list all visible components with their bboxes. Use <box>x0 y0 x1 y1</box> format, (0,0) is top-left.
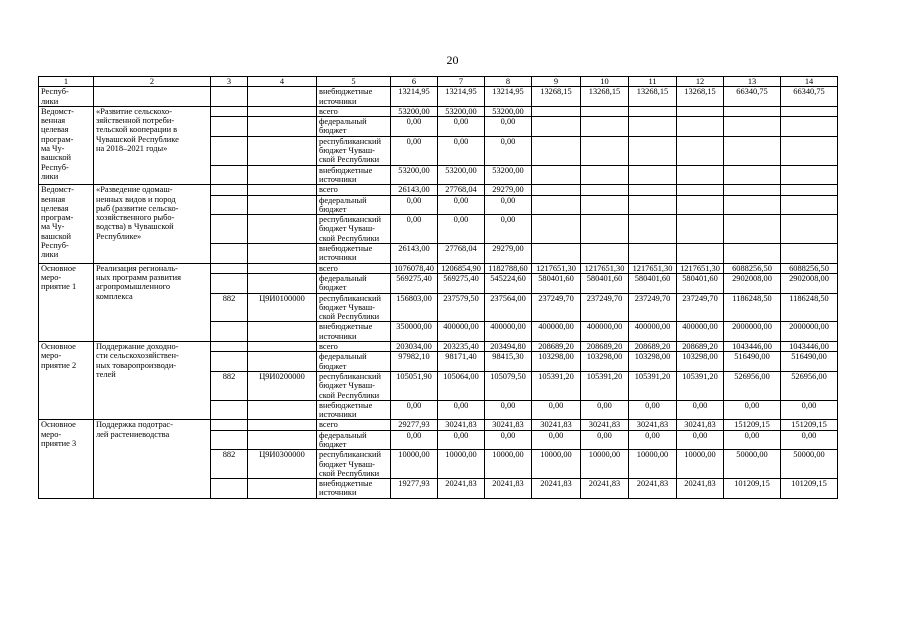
amount-cell: 400000,00 <box>581 322 629 342</box>
amount-cell: 203034,00 <box>391 342 438 352</box>
header-cell: 7 <box>438 77 485 87</box>
target-code-cell: Ц9И0200000 <box>248 371 317 400</box>
amount-cell <box>677 215 724 244</box>
amount-cell: 0,00 <box>391 195 438 215</box>
amount-cell: 13214,95 <box>438 87 485 107</box>
amount-cell: 27768,04 <box>438 185 485 195</box>
target-code-cell <box>248 342 317 352</box>
amount-cell <box>581 106 629 116</box>
amount-cell: 30241,83 <box>485 420 532 430</box>
header-cell: 11 <box>629 77 677 87</box>
grbs-code-cell <box>211 87 248 107</box>
amount-cell: 1217651,30 <box>629 263 677 273</box>
amount-cell: 29277,93 <box>391 420 438 430</box>
amount-cell: 20241,83 <box>485 479 532 499</box>
funding-source-cell: всего <box>317 342 391 352</box>
amount-cell <box>629 195 677 215</box>
amount-cell: 203494,80 <box>485 342 532 352</box>
funding-source-cell: федеральный бюджет <box>317 117 391 137</box>
amount-cell: 27768,04 <box>438 244 485 264</box>
amount-cell: 2000000,00 <box>781 322 838 342</box>
grbs-code-cell <box>211 273 248 293</box>
amount-cell <box>724 195 781 215</box>
header-cell: 2 <box>94 77 211 87</box>
amount-cell: 208689,20 <box>581 342 629 352</box>
amount-cell: 10000,00 <box>438 450 485 479</box>
amount-cell: 0,00 <box>781 430 838 450</box>
amount-cell: 0,00 <box>485 400 532 420</box>
amount-cell: 103298,00 <box>677 352 724 372</box>
amount-cell: 1182788,60 <box>485 263 532 273</box>
target-code-cell <box>248 263 317 273</box>
amount-cell: 30241,83 <box>532 420 581 430</box>
target-code-cell: Ц9И0300000 <box>248 450 317 479</box>
amount-cell: 0,00 <box>532 400 581 420</box>
amount-cell: 350000,00 <box>391 322 438 342</box>
amount-cell: 580401,60 <box>677 273 724 293</box>
amount-cell: 20241,83 <box>581 479 629 499</box>
amount-cell: 105064,00 <box>438 371 485 400</box>
amount-cell <box>781 106 838 116</box>
program-title-cell: Поддержка подотрас- лей растениеводства <box>94 420 211 498</box>
funding-source-cell: республиканский бюджет Чуваш- ской Республики <box>317 371 391 400</box>
amount-cell: 10000,00 <box>532 450 581 479</box>
amount-cell: 1217651,30 <box>677 263 724 273</box>
amount-cell: 1217651,30 <box>532 263 581 273</box>
amount-cell <box>724 165 781 185</box>
amount-cell: 237249,70 <box>581 293 629 322</box>
amount-cell <box>677 195 724 215</box>
amount-cell: 10000,00 <box>677 450 724 479</box>
amount-cell <box>629 185 677 195</box>
table-row <box>39 185 838 195</box>
amount-cell: 526956,00 <box>724 371 781 400</box>
table-row <box>39 342 838 352</box>
amount-cell: 103298,00 <box>532 352 581 372</box>
amount-cell: 26143,00 <box>391 244 438 264</box>
target-code-cell <box>248 244 317 264</box>
grbs-code-cell <box>211 420 248 430</box>
amount-cell: 569275,40 <box>438 273 485 293</box>
amount-cell: 53200,00 <box>391 165 438 185</box>
amount-cell: 0,00 <box>724 400 781 420</box>
header-cell: 1 <box>39 77 94 87</box>
table-row <box>39 420 838 430</box>
program-name-cell: Основное меро- приятие 3 <box>39 420 94 498</box>
amount-cell: 101209,15 <box>724 479 781 499</box>
table-row <box>39 106 838 116</box>
grbs-code-cell <box>211 195 248 215</box>
grbs-code-cell <box>211 117 248 137</box>
header-cell: 14 <box>781 77 838 87</box>
target-code-cell <box>248 479 317 499</box>
target-code-cell <box>248 165 317 185</box>
amount-cell: 98171,40 <box>438 352 485 372</box>
amount-cell: 30241,83 <box>677 420 724 430</box>
header-cell: 12 <box>677 77 724 87</box>
amount-cell: 29279,00 <box>485 185 532 195</box>
amount-cell <box>581 136 629 165</box>
amount-cell: 208689,20 <box>677 342 724 352</box>
amount-cell: 580401,60 <box>629 273 677 293</box>
amount-cell <box>629 215 677 244</box>
amount-cell: 2902008,00 <box>781 273 838 293</box>
target-code-cell <box>248 106 317 116</box>
amount-cell: 0,00 <box>391 215 438 244</box>
amount-cell: 0,00 <box>438 215 485 244</box>
amount-cell <box>677 244 724 264</box>
amount-cell <box>581 215 629 244</box>
amount-cell: 0,00 <box>629 430 677 450</box>
amount-cell: 13268,15 <box>677 87 724 107</box>
funding-source-cell: внебюджетные источники <box>317 479 391 499</box>
grbs-code-cell: 882 <box>211 293 248 322</box>
amount-cell: 103298,00 <box>629 352 677 372</box>
grbs-code-cell <box>211 342 248 352</box>
amount-cell: 0,00 <box>391 136 438 165</box>
funding-source-cell: всего <box>317 420 391 430</box>
amount-cell: 98415,30 <box>485 352 532 372</box>
amount-cell: 1186248,50 <box>724 293 781 322</box>
amount-cell: 13268,15 <box>532 87 581 107</box>
header-cell: 6 <box>391 77 438 87</box>
header-cell: 8 <box>485 77 532 87</box>
amount-cell: 30241,83 <box>581 420 629 430</box>
funding-source-cell: федеральный бюджет <box>317 430 391 450</box>
amount-cell <box>677 117 724 137</box>
amount-cell <box>581 195 629 215</box>
amount-cell: 2902008,00 <box>724 273 781 293</box>
budget-table <box>38 76 838 499</box>
amount-cell: 13268,15 <box>629 87 677 107</box>
amount-cell: 30241,83 <box>438 420 485 430</box>
amount-cell <box>629 117 677 137</box>
grbs-code-cell <box>211 322 248 342</box>
funding-source-cell: всего <box>317 106 391 116</box>
target-code-cell <box>248 420 317 430</box>
program-title-cell <box>94 87 211 107</box>
funding-source-cell: республиканский бюджет Чуваш- ской Республики <box>317 450 391 479</box>
amount-cell: 105391,20 <box>581 371 629 400</box>
grbs-code-cell <box>211 400 248 420</box>
funding-source-cell: внебюджетные источники <box>317 87 391 107</box>
amount-cell <box>532 185 581 195</box>
funding-source-cell: федеральный бюджет <box>317 195 391 215</box>
target-code-cell <box>248 400 317 420</box>
amount-cell: 0,00 <box>438 117 485 137</box>
amount-cell: 6088256,50 <box>724 263 781 273</box>
amount-cell <box>724 117 781 137</box>
amount-cell <box>724 244 781 264</box>
amount-cell: 105391,20 <box>677 371 724 400</box>
amount-cell <box>532 165 581 185</box>
amount-cell <box>781 165 838 185</box>
funding-source-cell: федеральный бюджет <box>317 273 391 293</box>
amount-cell: 400000,00 <box>438 322 485 342</box>
target-code-cell <box>248 136 317 165</box>
funding-source-cell: республиканский бюджет Чуваш- ской Республики <box>317 136 391 165</box>
amount-cell <box>629 165 677 185</box>
amount-cell: 0,00 <box>438 400 485 420</box>
target-code-cell <box>248 273 317 293</box>
grbs-code-cell <box>211 263 248 273</box>
amount-cell: 6088256,50 <box>781 263 838 273</box>
amount-cell: 53200,00 <box>485 106 532 116</box>
amount-cell: 208689,20 <box>532 342 581 352</box>
amount-cell: 20241,83 <box>677 479 724 499</box>
funding-source-cell: внебюджетные источники <box>317 322 391 342</box>
header-cell: 9 <box>532 77 581 87</box>
target-code-cell <box>248 87 317 107</box>
amount-cell: 0,00 <box>485 430 532 450</box>
amount-cell <box>629 106 677 116</box>
amount-cell: 2000000,00 <box>724 322 781 342</box>
amount-cell: 237564,00 <box>485 293 532 322</box>
amount-cell: 1043446,00 <box>781 342 838 352</box>
amount-cell: 0,00 <box>438 195 485 215</box>
amount-cell: 0,00 <box>438 430 485 450</box>
amount-cell: 569275,40 <box>391 273 438 293</box>
amount-cell: 20241,83 <box>629 479 677 499</box>
amount-cell <box>781 215 838 244</box>
funding-source-cell: внебюджетные источники <box>317 165 391 185</box>
amount-cell: 103298,00 <box>581 352 629 372</box>
amount-cell: 30241,83 <box>629 420 677 430</box>
amount-cell: 0,00 <box>485 136 532 165</box>
amount-cell: 400000,00 <box>532 322 581 342</box>
grbs-code-cell <box>211 352 248 372</box>
amount-cell: 0,00 <box>391 430 438 450</box>
amount-cell: 0,00 <box>581 400 629 420</box>
amount-cell <box>532 106 581 116</box>
funding-source-cell: внебюджетные источники <box>317 244 391 264</box>
program-title-cell: «Развитие сельскохо- зяйственной потреби- тельской кооперации в Чувашской Республике на 2018–2021 годы» <box>94 106 211 184</box>
amount-cell: 50000,00 <box>724 450 781 479</box>
program-title-cell: «Разведение одомаш- ненных видов и пород рыб (развитие сельско- хозяйственного рыбо- водства) в Чувашской Республике» <box>94 185 211 263</box>
amount-cell: 53200,00 <box>485 165 532 185</box>
amount-cell <box>724 185 781 195</box>
grbs-code-cell <box>211 430 248 450</box>
header-cell: 10 <box>581 77 629 87</box>
amount-cell: 0,00 <box>485 215 532 244</box>
amount-cell: 156803,00 <box>391 293 438 322</box>
target-code-cell <box>248 322 317 342</box>
amount-cell: 20241,83 <box>438 479 485 499</box>
header-cell: 3 <box>211 77 248 87</box>
grbs-code-cell <box>211 185 248 195</box>
target-code-cell: Ц9И0100000 <box>248 293 317 322</box>
amount-cell: 29279,00 <box>485 244 532 264</box>
grbs-code-cell <box>211 479 248 499</box>
amount-cell <box>532 244 581 264</box>
amount-cell: 237579,50 <box>438 293 485 322</box>
funding-source-cell: республиканский бюджет Чуваш- ской Республики <box>317 293 391 322</box>
program-title-cell: Поддержание доходно- сти сельскохозяйствен- ных товаропроизводи- телей <box>94 342 211 420</box>
amount-cell <box>532 136 581 165</box>
amount-cell: 1186248,50 <box>781 293 838 322</box>
amount-cell: 237249,70 <box>677 293 724 322</box>
amount-cell: 97982,10 <box>391 352 438 372</box>
funding-source-cell: всего <box>317 263 391 273</box>
amount-cell: 1076078,40 <box>391 263 438 273</box>
amount-cell <box>781 185 838 195</box>
table-row <box>39 263 838 273</box>
grbs-code-cell <box>211 165 248 185</box>
amount-cell: 516490,00 <box>724 352 781 372</box>
amount-cell <box>677 136 724 165</box>
grbs-code-cell: 882 <box>211 371 248 400</box>
target-code-cell <box>248 430 317 450</box>
amount-cell <box>781 117 838 137</box>
amount-cell: 20241,83 <box>532 479 581 499</box>
amount-cell: 0,00 <box>532 430 581 450</box>
target-code-cell <box>248 117 317 137</box>
amount-cell: 580401,60 <box>532 273 581 293</box>
header-cell: 5 <box>317 77 391 87</box>
amount-cell: 26143,00 <box>391 185 438 195</box>
amount-cell <box>781 244 838 264</box>
page-number: 20 <box>446 53 459 67</box>
amount-cell <box>581 117 629 137</box>
program-name-cell: Ведомст- венная целевая програм- ма Чу- вашской Респуб- лики <box>39 106 94 184</box>
grbs-code-cell: 882 <box>211 450 248 479</box>
funding-source-cell: федеральный бюджет <box>317 352 391 372</box>
amount-cell: 13268,15 <box>581 87 629 107</box>
amount-cell: 19277,93 <box>391 479 438 499</box>
amount-cell: 13214,95 <box>485 87 532 107</box>
amount-cell: 0,00 <box>391 400 438 420</box>
target-code-cell <box>248 185 317 195</box>
target-code-cell <box>248 352 317 372</box>
amount-cell: 400000,00 <box>629 322 677 342</box>
amount-cell: 105391,20 <box>532 371 581 400</box>
amount-cell: 0,00 <box>724 430 781 450</box>
amount-cell: 0,00 <box>781 400 838 420</box>
amount-cell <box>724 215 781 244</box>
funding-source-cell: всего <box>317 185 391 195</box>
amount-cell: 1206854,90 <box>438 263 485 273</box>
amount-cell: 208689,20 <box>629 342 677 352</box>
amount-cell <box>724 136 781 165</box>
target-code-cell <box>248 195 317 215</box>
grbs-code-cell <box>211 215 248 244</box>
amount-cell: 0,00 <box>677 400 724 420</box>
amount-cell: 400000,00 <box>677 322 724 342</box>
amount-cell: 151209,15 <box>724 420 781 430</box>
amount-cell: 10000,00 <box>485 450 532 479</box>
amount-cell <box>781 195 838 215</box>
amount-cell: 10000,00 <box>391 450 438 479</box>
amount-cell: 105051,90 <box>391 371 438 400</box>
program-name-cell: Основное меро- приятие 2 <box>39 342 94 420</box>
amount-cell: 50000,00 <box>781 450 838 479</box>
grbs-code-cell <box>211 106 248 116</box>
amount-cell <box>629 136 677 165</box>
amount-cell: 10000,00 <box>581 450 629 479</box>
amount-cell: 0,00 <box>391 117 438 137</box>
target-code-cell <box>248 215 317 244</box>
amount-cell: 10000,00 <box>629 450 677 479</box>
amount-cell: 53200,00 <box>391 106 438 116</box>
amount-cell: 105391,20 <box>629 371 677 400</box>
table-row <box>39 87 838 107</box>
amount-cell: 66340,75 <box>724 87 781 107</box>
amount-cell: 66340,75 <box>781 87 838 107</box>
amount-cell: 400000,00 <box>485 322 532 342</box>
amount-cell: 1217651,30 <box>581 263 629 273</box>
amount-cell: 0,00 <box>485 117 532 137</box>
header-cell: 4 <box>248 77 317 87</box>
grbs-code-cell <box>211 136 248 165</box>
program-name-cell: Респуб- лики <box>39 87 94 107</box>
amount-cell: 580401,60 <box>581 273 629 293</box>
amount-cell: 151209,15 <box>781 420 838 430</box>
header-cell: 13 <box>724 77 781 87</box>
amount-cell: 1043446,00 <box>724 342 781 352</box>
amount-cell: 53200,00 <box>438 165 485 185</box>
amount-cell <box>629 244 677 264</box>
amount-cell: 13214,95 <box>391 87 438 107</box>
header-row <box>39 77 838 87</box>
amount-cell: 0,00 <box>438 136 485 165</box>
amount-cell: 53200,00 <box>438 106 485 116</box>
amount-cell <box>532 195 581 215</box>
amount-cell: 526956,00 <box>781 371 838 400</box>
amount-cell: 237249,70 <box>532 293 581 322</box>
funding-source-cell: внебюджетные источники <box>317 400 391 420</box>
amount-cell: 0,00 <box>629 400 677 420</box>
amount-cell: 203235,40 <box>438 342 485 352</box>
amount-cell: 0,00 <box>677 430 724 450</box>
amount-cell <box>781 136 838 165</box>
grbs-code-cell <box>211 244 248 264</box>
program-name-cell: Основное меро- приятие 1 <box>39 263 94 341</box>
amount-cell: 516490,00 <box>781 352 838 372</box>
amount-cell <box>581 244 629 264</box>
funding-source-cell: республиканский бюджет Чуваш- ской Республики <box>317 215 391 244</box>
amount-cell: 0,00 <box>581 430 629 450</box>
amount-cell: 101209,15 <box>781 479 838 499</box>
program-name-cell: Ведомст- венная целевая програм- ма Чу- вашской Респуб- лики <box>39 185 94 263</box>
amount-cell <box>677 106 724 116</box>
amount-cell <box>581 165 629 185</box>
amount-cell <box>677 165 724 185</box>
amount-cell: 545224,60 <box>485 273 532 293</box>
amount-cell: 105079,50 <box>485 371 532 400</box>
amount-cell <box>532 215 581 244</box>
amount-cell <box>532 117 581 137</box>
amount-cell: 0,00 <box>485 195 532 215</box>
amount-cell: 237249,70 <box>629 293 677 322</box>
amount-cell <box>724 106 781 116</box>
amount-cell <box>677 185 724 195</box>
program-title-cell: Реализация региональ- ных программ развития агропромышленного комплекса <box>94 263 211 341</box>
amount-cell <box>581 185 629 195</box>
